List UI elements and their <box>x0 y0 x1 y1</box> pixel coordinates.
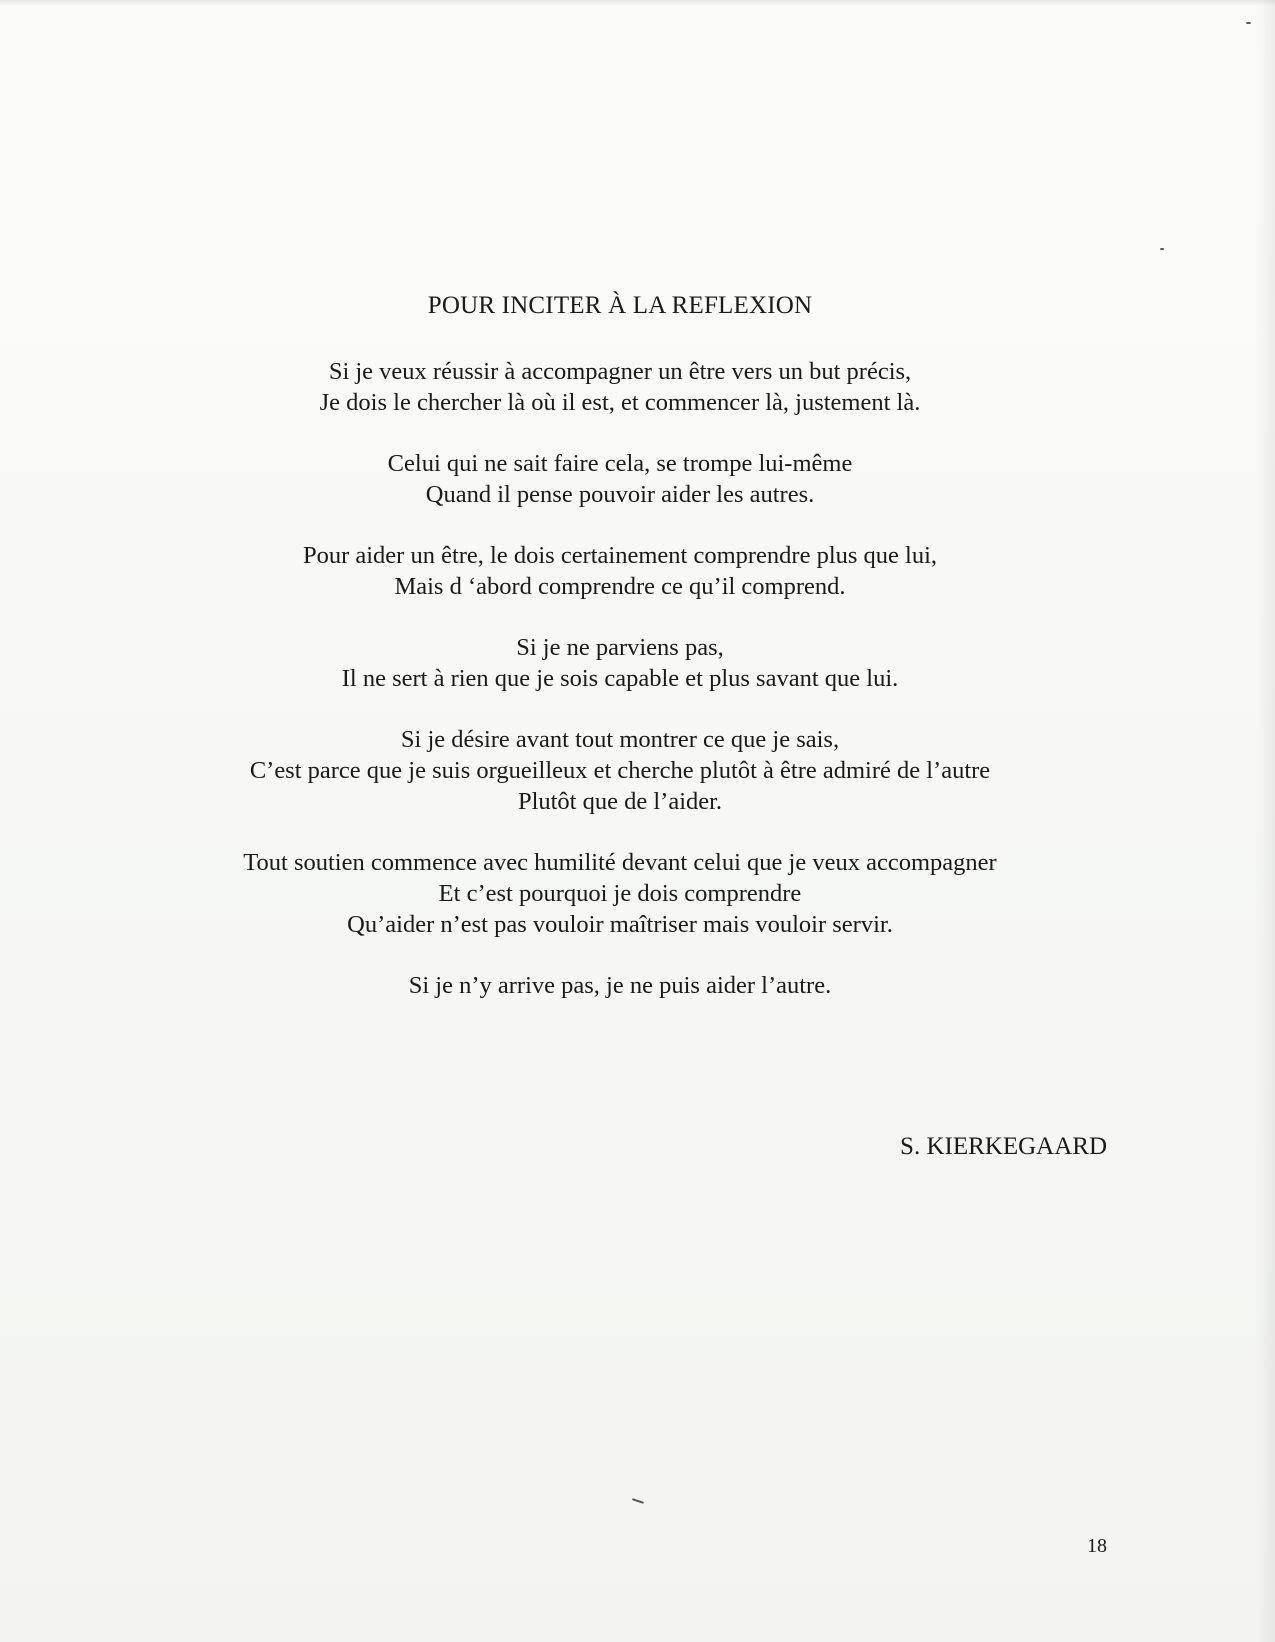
stanza-7 <box>0 970 1240 1001</box>
stanza-1 <box>0 356 1240 418</box>
poem-line: Je dois le chercher là où il est, et commencer là, justement là. <box>319 389 921 416</box>
scan-speck <box>1246 22 1251 24</box>
scan-speck <box>632 1498 644 1504</box>
poem-line: Tout soutien commence avec humilité devant celui que je veux accompagner <box>243 849 997 876</box>
stanza-2 <box>0 448 1240 510</box>
poem-line: C’est parce que je suis orgueilleux et cherche plutôt à être admiré de l’autre <box>249 757 991 784</box>
poem-line: Pour aider un être, le dois certainement comprendre plus que lui, <box>302 542 938 569</box>
stanza-3 <box>0 540 1240 602</box>
document-title: POUR INCITER À LA REFLEXION <box>427 292 813 319</box>
scan-speck <box>1160 248 1164 250</box>
poem-line: Plutôt que de l’aider. <box>517 788 723 815</box>
poem-line: Si je veux réussir à accompagner un être vers un but précis, <box>328 358 912 385</box>
poem-line: Si je désire avant tout montrer ce que je sais, <box>400 726 840 753</box>
poem-line: Si je n’y arrive pas, je ne puis aider l’autre. <box>408 972 832 999</box>
page-shadow-right <box>1257 0 1275 1642</box>
stanza-5 <box>0 724 1240 817</box>
poem-line: Il ne sert à rien que je sois capable et plus savant que lui. <box>341 665 899 692</box>
stanza-4 <box>0 632 1240 694</box>
page-number: 18 <box>1087 1535 1107 1557</box>
poem-line: Mais d ‘abord comprendre ce qu’il comprend. <box>394 573 846 600</box>
page-shadow-top <box>0 0 1275 6</box>
stanza-6 <box>0 847 1240 940</box>
poem-line: Si je ne parviens pas, <box>516 634 724 661</box>
poem-line: Qu’aider n’est pas vouloir maîtriser mais vouloir servir. <box>347 911 893 938</box>
author-signature: S. KIERKEGAARD <box>900 1133 1107 1160</box>
poem-line: Celui qui ne sait faire cela, se trompe lui-même <box>387 450 853 477</box>
poem-line: Et c’est pourquoi je dois comprendre <box>438 880 802 907</box>
poem-line: Quand il pense pouvoir aider les autres. <box>425 481 815 508</box>
poem-body <box>0 356 1240 1031</box>
